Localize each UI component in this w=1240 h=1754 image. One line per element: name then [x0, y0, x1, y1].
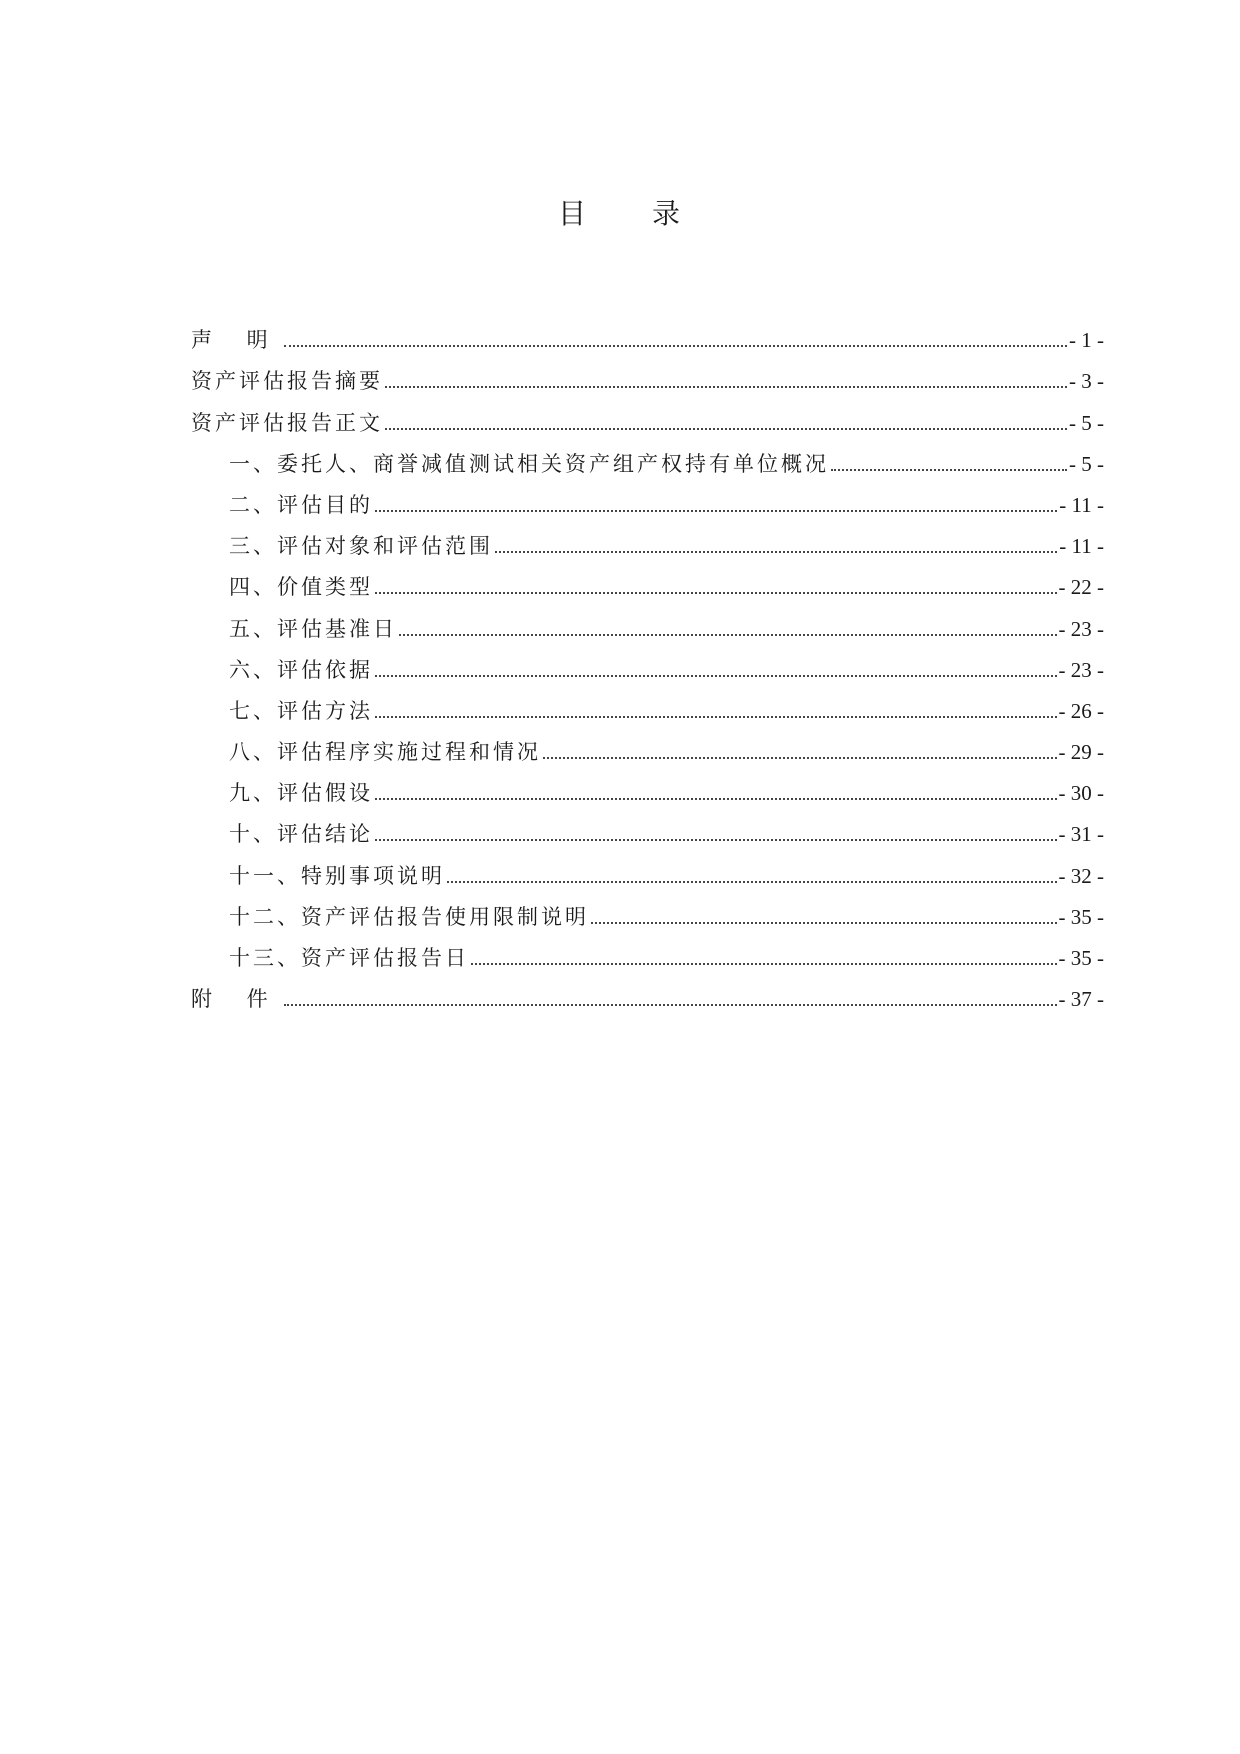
- toc-entry-label: 附 件: [191, 987, 282, 1012]
- toc-dot-leader: [591, 922, 1057, 924]
- toc-entry-label: 四、价值类型: [229, 575, 373, 600]
- toc-entry-page-number: - 5 -: [1069, 451, 1104, 476]
- toc-entry[interactable]: [191, 971, 1104, 1012]
- toc-entry-label: 一、委托人、商誉减值测试相关资产组产权持有单位概况: [229, 451, 829, 476]
- toc-entry-label: 八、评估程序实施过程和情况: [229, 740, 541, 765]
- toc-entry-page-number: - 26 -: [1058, 698, 1104, 723]
- toc-entry-label: 十、评估结论: [229, 822, 373, 847]
- toc-entry-label: 七、评估方法: [229, 698, 373, 723]
- toc-entry[interactable]: [191, 806, 1104, 847]
- toc-entry[interactable]: [191, 889, 1104, 930]
- toc-dot-leader: [375, 510, 1057, 512]
- toc-title: [0, 192, 1240, 232]
- toc-entry-page-number: - 35 -: [1058, 904, 1104, 929]
- toc-entry[interactable]: [191, 600, 1104, 641]
- toc-entry[interactable]: [191, 477, 1104, 518]
- toc-entry[interactable]: [191, 683, 1104, 724]
- toc-title-char-1: 目: [557, 197, 588, 230]
- toc-entry-label: 六、评估依据: [229, 657, 373, 682]
- toc-entry-page-number: - 22 -: [1058, 575, 1104, 600]
- toc-entry[interactable]: [191, 930, 1104, 971]
- toc-dot-leader: [471, 963, 1057, 965]
- toc-dot-leader: [447, 881, 1057, 883]
- toc-dot-leader: [375, 798, 1057, 800]
- toc-entry[interactable]: [191, 559, 1104, 600]
- toc-entry[interactable]: [191, 847, 1104, 888]
- toc-dot-leader: [543, 757, 1057, 759]
- toc-entry[interactable]: [191, 312, 1104, 353]
- toc-entry[interactable]: [191, 353, 1104, 394]
- toc-entry-label: 十二、资产评估报告使用限制说明: [229, 904, 589, 929]
- toc-dot-leader: [495, 551, 1057, 553]
- toc-entry-page-number: - 30 -: [1058, 781, 1104, 806]
- toc-entry-label: 十一、特别事项说明: [229, 863, 445, 888]
- toc-entry[interactable]: [191, 642, 1104, 683]
- toc-entry-label: 二、评估目的: [229, 492, 373, 517]
- toc-entry[interactable]: [191, 724, 1104, 765]
- toc-dot-leader: [399, 634, 1057, 636]
- toc-entry-label: 资产评估报告正文: [191, 410, 383, 435]
- toc-title-char-2: 录: [652, 197, 683, 230]
- toc-entry-page-number: - 23 -: [1058, 616, 1104, 641]
- toc-entry-page-number: - 29 -: [1058, 740, 1104, 765]
- toc-dot-leader: [385, 386, 1067, 388]
- toc-dot-leader: [375, 592, 1057, 594]
- toc-entry-page-number: - 32 -: [1058, 863, 1104, 888]
- toc-dot-leader: [385, 428, 1067, 430]
- toc-entry-label: 声 明: [191, 328, 282, 353]
- toc-entry-page-number: - 31 -: [1058, 822, 1104, 847]
- toc-entry-page-number: - 11 -: [1059, 492, 1104, 517]
- toc-entry-label: 三、评估对象和评估范围: [229, 534, 493, 559]
- toc-entry[interactable]: [191, 436, 1104, 477]
- toc-entry-page-number: - 35 -: [1058, 946, 1104, 970]
- toc-entry-page-number: - 37 -: [1058, 987, 1104, 1012]
- toc-entry-label: 十三、资产评估报告日: [229, 946, 469, 970]
- toc-entry-page-number: - 5 -: [1069, 410, 1104, 435]
- toc-dot-leader: [375, 839, 1057, 841]
- toc-dot-leader: [375, 675, 1057, 677]
- toc-dot-leader: [284, 345, 1067, 347]
- toc-dot-leader: [831, 469, 1067, 471]
- toc-entry-page-number: - 11 -: [1059, 534, 1104, 559]
- toc-entry-page-number: - 1 -: [1069, 328, 1104, 353]
- toc-dot-leader: [375, 716, 1057, 718]
- toc-entry[interactable]: [191, 765, 1104, 806]
- table-of-contents: [191, 312, 1104, 1012]
- toc-dot-leader: [284, 1004, 1057, 1006]
- toc-entry[interactable]: [191, 518, 1104, 559]
- toc-entry-label: 九、评估假设: [229, 781, 373, 806]
- toc-entry-page-number: - 3 -: [1069, 369, 1104, 394]
- toc-entry-page-number: - 23 -: [1058, 657, 1104, 682]
- toc-entry-label: 资产评估报告摘要: [191, 369, 383, 394]
- toc-entry-label: 五、评估基准日: [229, 616, 397, 641]
- toc-entry[interactable]: [191, 394, 1104, 435]
